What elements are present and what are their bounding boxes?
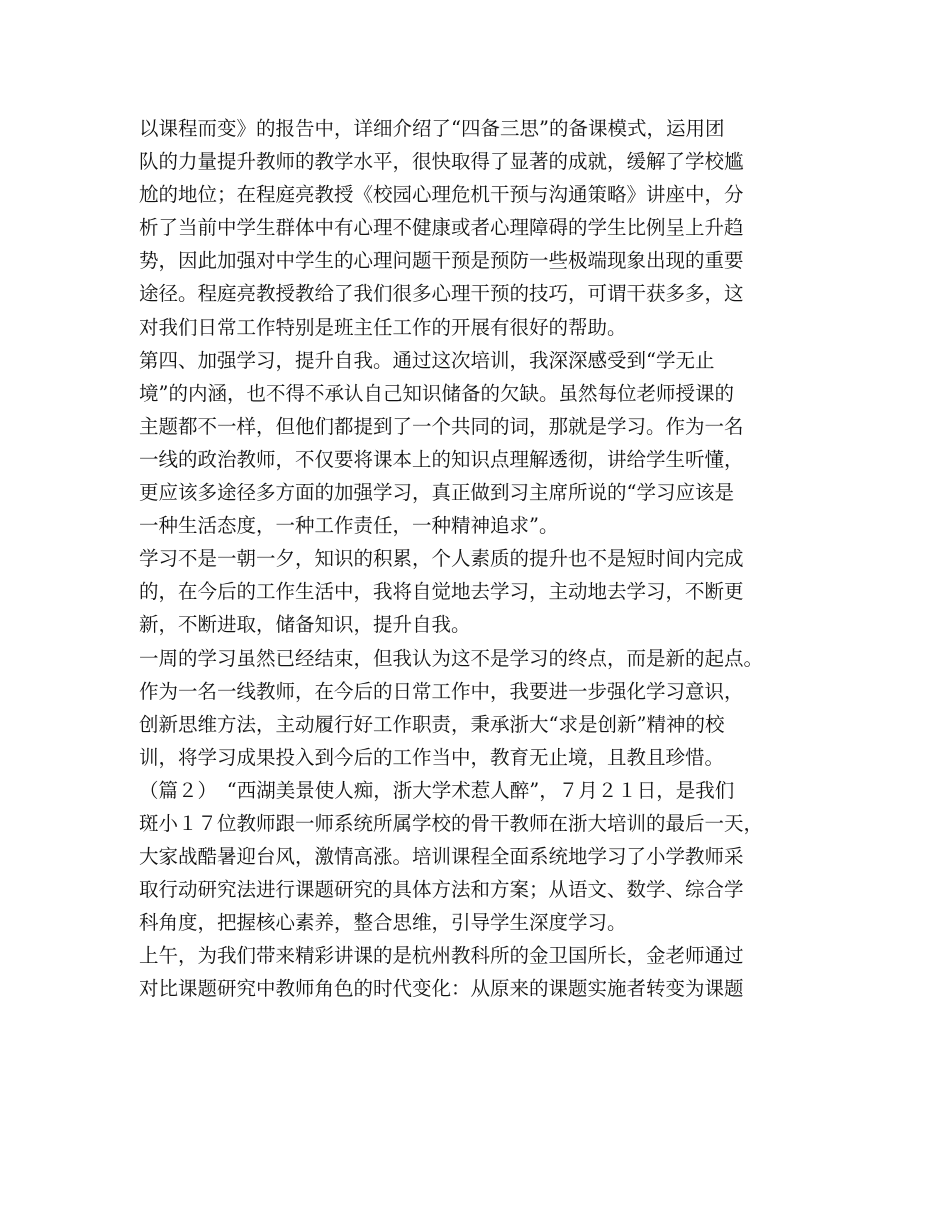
text-line: 一种生活态度，一种工作责任，一种精神追求”。 xyxy=(139,514,559,538)
text-line: （篇２） “西湖美景使人痴，浙大学术惹人醉”，７月２１日，是我们 xyxy=(139,778,735,802)
text-line: 更应该多途径多方面的加强学习，真正做到习主席所说的“学习应该是 xyxy=(139,481,734,505)
text-line: 以课程而变》的报告中，详细介绍了“四备三思”的备课模式，运用团 xyxy=(139,117,725,140)
text-line: 一线的政治教师，不仅要将课本上的知识点理解透彻，讲给学生听懂， xyxy=(139,447,744,471)
text-line: 对我们日常工作特别是班主任工作的开展有很好的帮助。 xyxy=(139,315,627,339)
text-line: 途径。程庭亮教授教给了我们很多心理干预的技巧，可谓干获多多，这 xyxy=(139,282,744,306)
text-line: 取行动研究法进行课题研究的具体方法和方案；从语文、数学、综合学 xyxy=(139,878,744,902)
text-line: 科角度，把握核心素养，整合思维，引导学生深度学习。 xyxy=(139,911,627,935)
text-line: 对比课题研究中教师角色的时代变化：从原来的课题实施者转变为课题 xyxy=(139,977,744,1001)
text-line: 尬的地位；在程庭亮教授《校园心理危机干预与沟通策略》讲座中，分 xyxy=(139,183,744,207)
body-text xyxy=(139,112,819,1006)
text-line: 创新思维方法，主动履行好工作职责，秉承浙大“求是创新”精神的校 xyxy=(139,712,725,736)
text-line: 学习不是一朝一夕，知识的积累，个人素质的提升也不是短时间内完成 xyxy=(139,547,744,571)
text-line: 第四、加强学习，提升自我。通过这次培训，我深深感受到“学无止 xyxy=(139,348,715,372)
text-line: 斑小１７位教师跟一师系统所属学校的骨干教师在浙大培训的最后一天， xyxy=(139,811,764,835)
text-line: 主题都不一样，但他们都提到了一个共同的词，那就是学习。作为一名 xyxy=(139,414,744,438)
text-line: 作为一名一线教师，在今后的日常工作中，我要进一步强化学习意识， xyxy=(139,679,744,703)
text-line: 境”的内涵，也不得不承认自己知识储备的欠缺。虽然每位老师授课的 xyxy=(139,381,734,405)
text-line: 势，因此加强对中学生的心理问题干预是预防一些极端现象出现的重要 xyxy=(139,249,744,273)
text-line: 大家战酷暑迎台风，激情高涨。培训课程全面系统地学习了小学教师采 xyxy=(139,845,744,869)
text-line: 一周的学习虽然已经结束，但我认为这不是学习的终点，而是新的起点。 xyxy=(139,646,764,670)
text-line: 队的力量提升教师的教学水平，很快取得了显著的成就，缓解了学校尴 xyxy=(139,150,744,174)
text-line: 上午，为我们带来精彩讲课的是杭州教科所的金卫国所长，金老师通过 xyxy=(139,944,744,968)
text-line: 新，不断进取，储备知识，提升自我。 xyxy=(139,613,471,637)
text-line: 析了当前中学生群体中有心理不健康或者心理障碍的学生比例呈上升趋 xyxy=(139,216,744,240)
text-line: 的，在今后的工作生活中，我将自觉地去学习，主动地去学习，不断更 xyxy=(139,580,744,604)
text-line: 训，将学习成果投入到今后的工作当中，教育无止境，且教且珍惜。 xyxy=(139,745,725,769)
